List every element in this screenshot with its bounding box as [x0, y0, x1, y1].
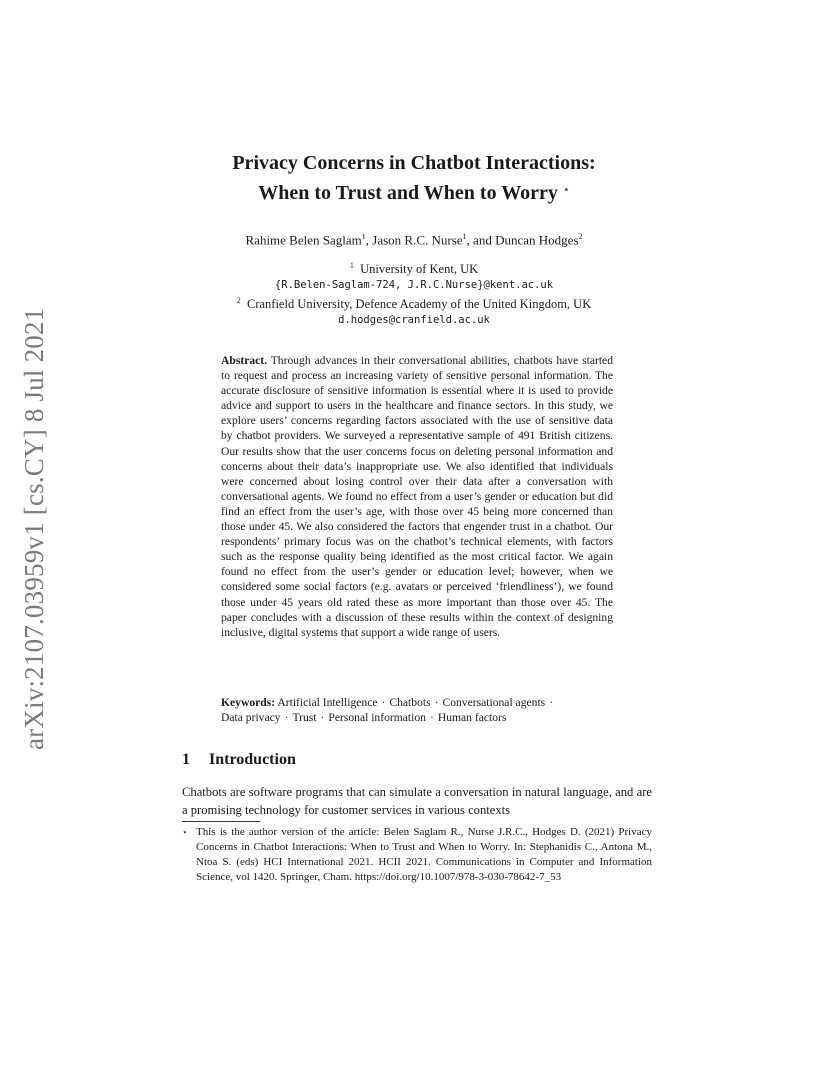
affiliation-1 [150, 258, 678, 277]
keyword-separator: · [429, 711, 434, 725]
keyword: Personal information [328, 711, 426, 725]
footnote-rule [182, 821, 260, 822]
affiliation-2-email: d.hodges@cranfield.ac.uk [338, 314, 490, 327]
affiliation-1-name: University of Kent, UK [360, 262, 479, 277]
author-separator: , and [466, 232, 496, 248]
keyword: Chatbots [389, 696, 431, 709]
affiliation-2-mark: 2 [236, 296, 241, 306]
author-3-affil: 2 [578, 232, 583, 241]
intro-paragraph: Chatbots are software programs that can simulate a conversation in natural language, and are a promising technology for customer services in various contexts [182, 785, 652, 817]
author-2-affil: 1 [462, 232, 467, 241]
affiliations [150, 258, 678, 328]
keyword: Conversational agents [442, 696, 546, 709]
keyword-separator: · [381, 696, 386, 709]
keywords-label: Keywords: [221, 696, 276, 709]
keyword-separator: · [549, 696, 554, 709]
abstract-label: Abstract. [221, 354, 268, 367]
paper-title [150, 150, 678, 207]
author-2: Jason R.C. Nurse [372, 232, 463, 248]
author-3: Duncan Hodges [495, 232, 579, 248]
author-1-affil: 1 [361, 232, 366, 241]
abstract-text: Through advances in their conversational abilities, chatbots have started to request and process an increasing variety of sensitive personal information. The accurate disclosure of sensitive information is essential where it is used to provide advice and support to users in the healthcare and finance sectors. In this study, we explore users’ concerns regarding factors associated with the use of sensitive data by chatbot providers. We surveyed a representative sample of 491 British citizens. Our results show that the user concerns focus on deleting personal information and concerns about their data’s inappropriate use. We also identified that individuals were concerned about losing control over their data after a conversation with conversational agents. We found no effect from a user’s gender or education but did find an effect from the user’s age, with those over 45 being more concerned than those under 45. We also considered the factors that engender trust in a chatbot. Our respondents’ primary focus was on the chatbot’s technical elements, with factors such as the response quality being identified as the most critical factor. We again found no effect from the user’s gender or education level; however, when we considered some social factors (e.g. avatars or perceived ‘friendliness’), we found those under 45 years old rated these as more important than those over 45. The paper concludes with a discussion of these results within the context of designing inclusive, digital systems that support a wide range of users. [221, 354, 613, 639]
keyword: Human factors [437, 711, 507, 725]
keyword: Trust [292, 711, 317, 725]
title-footnote-mark: ⋆ [562, 184, 570, 196]
footnote-text: This is the author version of the article: Belen Saglam R., Nurse J.R.C., Hodges D. (2021) Privacy Concerns in Chatbot Interactions: When to Trust and When to Worry. In: Stephanidis C., Antona M., Ntoa S. (eds) HCI International 2021. HCII 2021. Communications in Computer and Information Science, vol 1420. Springer, Cham. https://doi.org/10.1007/978-3-030-78642-7_53 [196, 826, 652, 883]
abstract [221, 353, 613, 640]
section-number: 1 [182, 751, 190, 768]
section-title: Introduction [209, 751, 296, 768]
footnote [182, 825, 652, 885]
author-separator: , [365, 232, 373, 248]
arxiv-identifier: arXiv:2107.03959v1 [cs.CY] 8 Jul 2021 [19, 307, 49, 750]
affiliation-2-name: Cranfield University, Defence Academy of the United Kingdom, UK [247, 297, 592, 312]
author-1: Rahime Belen Saglam [245, 232, 362, 248]
keyword-separator: · [434, 696, 439, 709]
keyword-separator: · [284, 711, 289, 725]
title-line-1: Privacy Concerns in Chatbot Interactions: [232, 152, 596, 174]
keywords [221, 695, 613, 725]
keyword: Data privacy [221, 711, 281, 725]
section-heading [182, 750, 296, 770]
title-line-2 [150, 177, 678, 207]
author-list [150, 229, 678, 248]
keyword: Artificial Intelligence [277, 696, 378, 709]
title-line-2-text: When to Trust and When to Worry [258, 182, 558, 204]
footnote-mark: ⋆ [182, 827, 188, 837]
affiliation-1-mark: 1 [349, 261, 354, 270]
affiliation-1-email: {R.Belen-Saglam-724, J.R.C.Nurse}@kent.ac.uk [274, 279, 554, 292]
affiliation-2 [150, 293, 678, 312]
keyword-separator: · [320, 711, 325, 725]
